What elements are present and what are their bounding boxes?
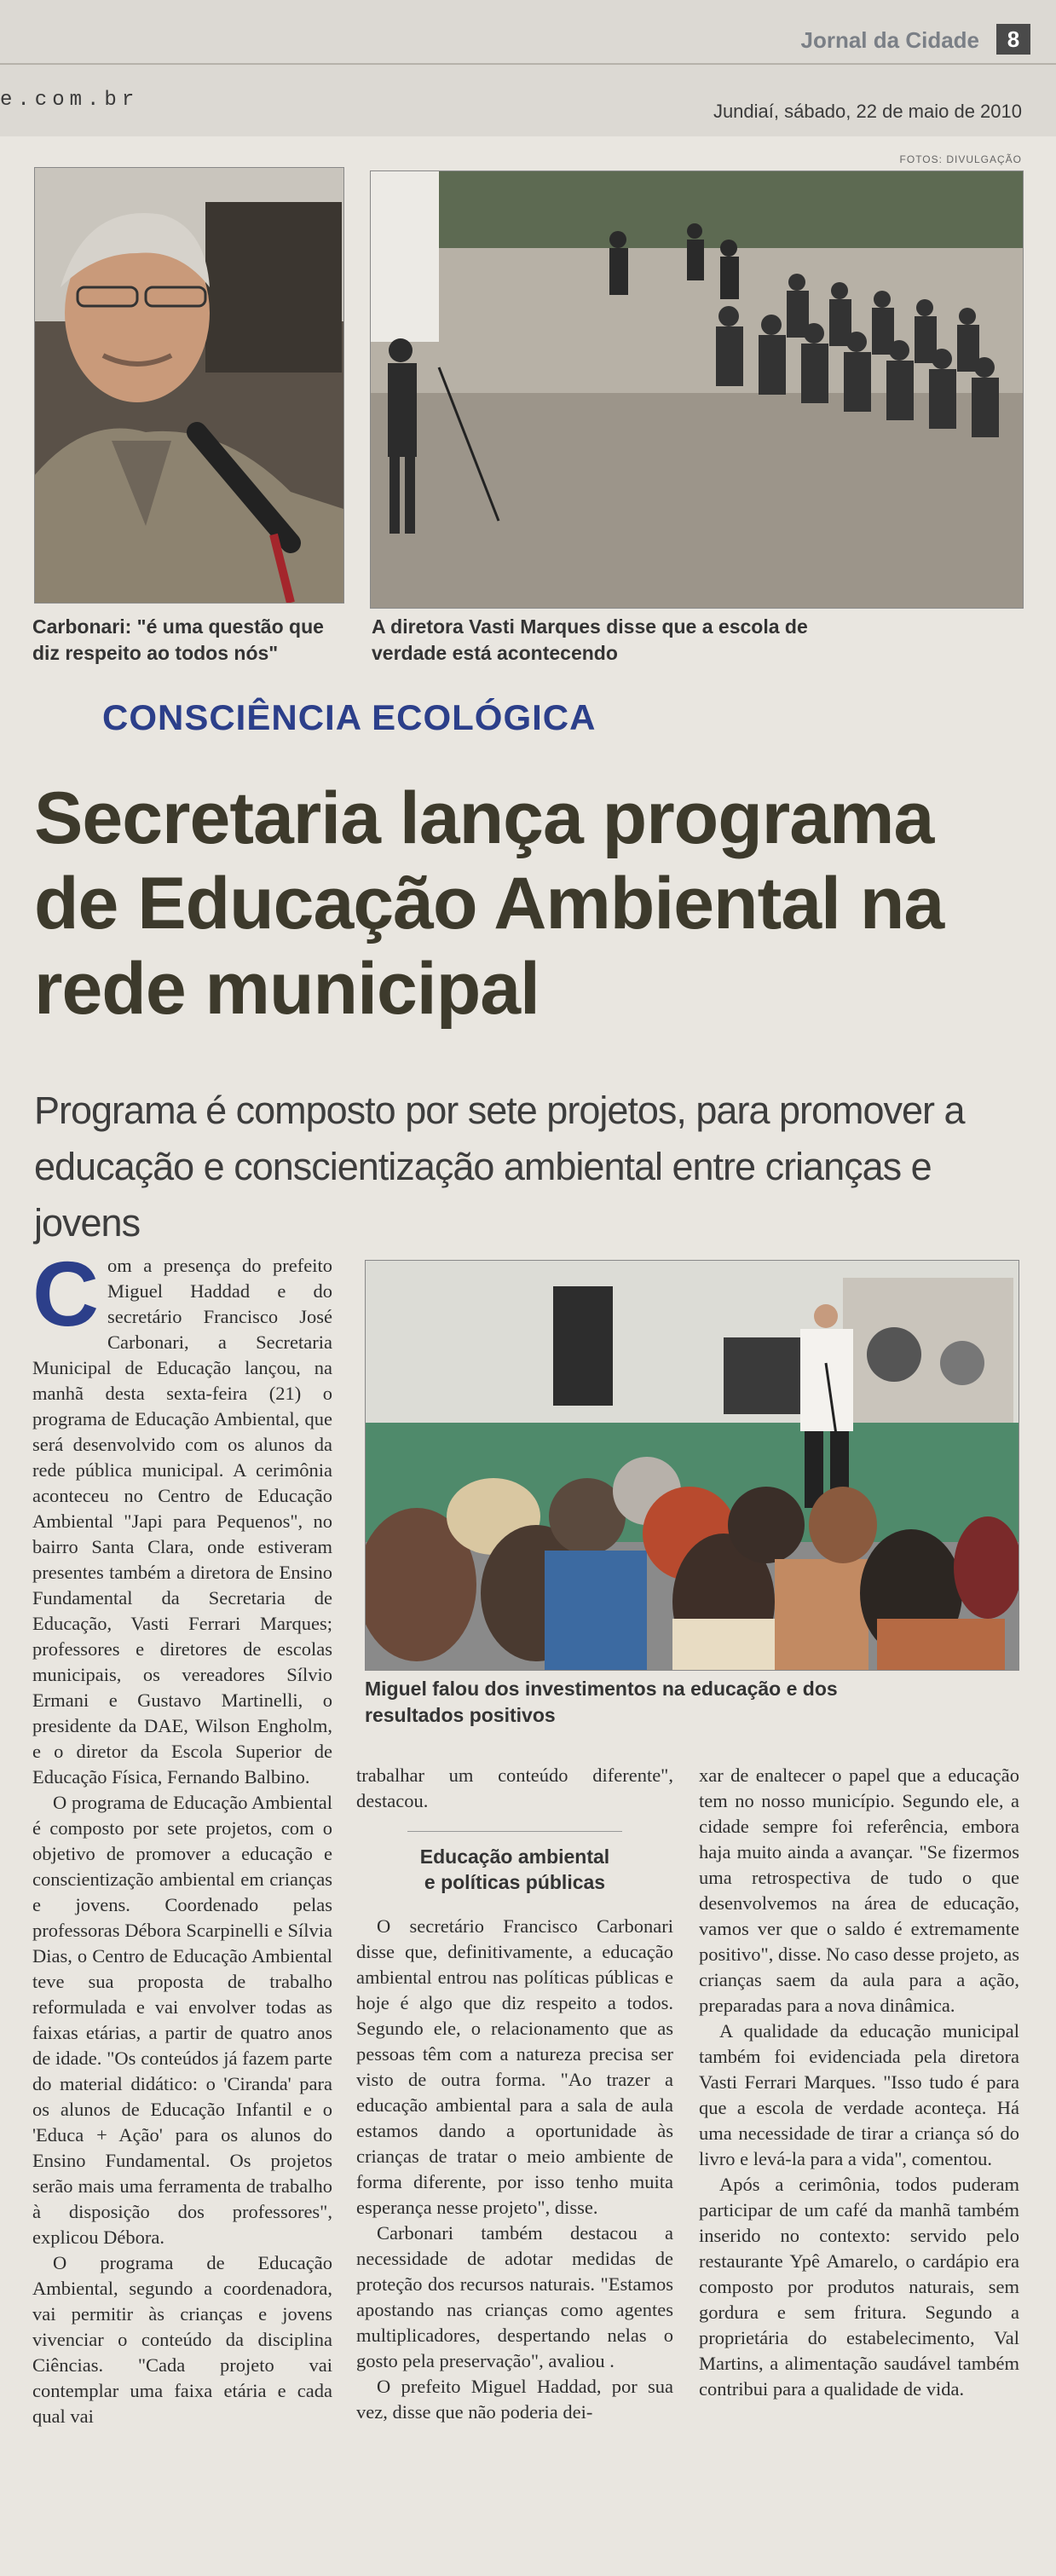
paragraph: trabalhar um conteúdo diferente", destacou. xyxy=(356,1765,673,1811)
paragraph: O programa de Educação Ambiental é composto por sete projetos, com o objetivo de promover a educação e conscientização ambiental em crianças e jovens. Coordenado pelas professoras Débora Scarpinelli e Sílvia Dias, o Centro de Educação Ambiental teve sua proposta de trabalho reformulada e vai envolver todas as faixas etárias, a partir de quatro anos de idade. "Os conteúdos já fazem parte do material didático: o 'Ciranda' para os alunos de Educação Infantil e o 'Educa + Ação' para os alunos do Ensino Fundamental. Os projetos serão mais uma ferramenta de trabalho à disposição dos professores", explicou Débora. xyxy=(32,1792,332,2248)
drop-cap: C xyxy=(32,1242,99,1345)
paragraph: xar de enaltecer o papel que a educação tem no nosso município. Segundo ele, a cidade sempre foi referência, embora haja muito ainda a avançar. "Se fizermos uma retrospectiva de tudo o que desenvolvemos na área de educação, vamos ver que o saldo é extremamente positivo", disse. No caso desse projeto, as crianças saem da aula para a ação, preparadas para a nova dinâmica. xyxy=(699,1765,1020,2016)
paragraph: O prefeito Miguel Haddad, por sua vez, disse que não poderia dei- xyxy=(356,2376,673,2423)
section-title xyxy=(356,1844,673,1895)
speaker-portrait-image xyxy=(35,168,343,603)
header-rule xyxy=(0,63,1056,65)
page-header xyxy=(0,0,1056,136)
caption-speaker-portrait: Carbonari: "é uma questão que diz respeito ao todos nós" xyxy=(32,615,324,664)
article-column-2 xyxy=(356,1763,673,2425)
photo-credit: FOTOS: DIVULGAÇÃO xyxy=(899,153,1022,165)
publication-name: Jornal da Cidade xyxy=(800,27,979,53)
photo-ceremony-audience xyxy=(370,170,1024,609)
article-column-3 xyxy=(699,1763,1019,2402)
section-title-line-1: Educação ambiental xyxy=(419,1845,610,1868)
caption-speaker-addressing: Miguel falou dos investimentos na educação e dos resultados positivos xyxy=(365,1678,838,1726)
dateline: Jundiaí, sábado, 22 de maio de 2010 xyxy=(713,101,1022,122)
page-number: 8 xyxy=(996,24,1030,55)
article-headline: Secretaria lança programa de Educação Ambiental na rede municipal xyxy=(34,777,944,1030)
paragraph: A qualidade da educação municipal também foi evidenciada pela diretora Vasti Ferrari Marques. "Isso tudo é para que a escola de verdade aconteça. Há uma necessidade de tirar a criança só do livro e levá-la para a vida", comentou. xyxy=(699,2020,1019,2169)
photo-speaker-portrait xyxy=(34,167,344,604)
section-title-line-2: e políticas públicas xyxy=(424,1871,606,1893)
paragraph: Carbonari também destacou a necessidade de adotar medidas de proteção dos recursos naturais. "Estamos apostando nas crianças como agentes multiplicadores, despertando nelas o gosto pela preservação", avaliou . xyxy=(356,2222,673,2371)
section-divider xyxy=(407,1831,622,1832)
paragraph: O secretário Francisco Carbonari disse que, definitivamente, a educação ambiental entrou nas políticas públicas e hoje é algo que diz respeito a todos. Segundo ele, o relacionamento que as pessoas têm com a natureza precisa ser visto de outra forma. "Ao trazer a educação ambiental para a sala de aula estamos dando a oportunidade às crianças de tratar o meio ambiente de forma diferente, por isso tenho muita esperança nesse projeto", disse. xyxy=(356,1915,673,2218)
section-kicker: CONSCIÊNCIA ECOLÓGICA xyxy=(102,697,597,737)
site-url-fragment: e.com.br xyxy=(0,89,140,112)
article-column-1 xyxy=(32,1242,332,2429)
paragraph: Após a cerimônia, todos puderam participar de um café da manhã também inserido no contexto: servido pelo restaurante Ypê Amarelo, o cardápio era composto por produtos naturais, sem gordura e sem fritura. Segundo a proprietária do estabelecimento, Val Martins, a alimentação saudável também contribui para a qualidade de vida. xyxy=(699,2174,1019,2400)
article-subhead: Programa é composto por sete projetos, para promover a educação e conscientização ambiental entre crianças e jovens xyxy=(34,1089,965,1245)
paragraph: om a presença do prefeito Miguel Haddad e do secretário Francisco José Carbonari, a Secretaria Municipal de Educação lançou, na manhã desta sexta-feira (21) o programa de Educação Ambiental, que será desenvolvido com os alunos da rede pública municipal. A cerimônia aconteceu no Centro de Educação Ambiental "Japi para Pequenos", no bairro Santa Clara, onde estiveram presentes também a diretora de Ensino Fundamental da Secretaria de Educação, Vasti Ferrari Marques; professores e diretores de escolas municipais, os vereadores Sílvio Ermani e Gustavo Martinelli, o presidente da DAE, Wilson Engholm, e o diretor da Escola Superior de Educação Física, Fernando Balbino. xyxy=(32,1255,332,1788)
speaker-addressing-image xyxy=(366,1261,1018,1670)
ceremony-audience-image xyxy=(371,171,1023,608)
caption-ceremony-audience: A diretora Vasti Marques disse que a escola de verdade está acontecendo xyxy=(372,615,808,664)
paragraph: O programa de Educação Ambiental, segundo a coordenadora, vai permitir às crianças e jovens vivenciar o conteúdo da disciplina Ciências. "Cada projeto vai contemplar uma faixa etária e cada qual vai xyxy=(32,2252,332,2427)
photo-speaker-addressing xyxy=(365,1260,1019,1671)
